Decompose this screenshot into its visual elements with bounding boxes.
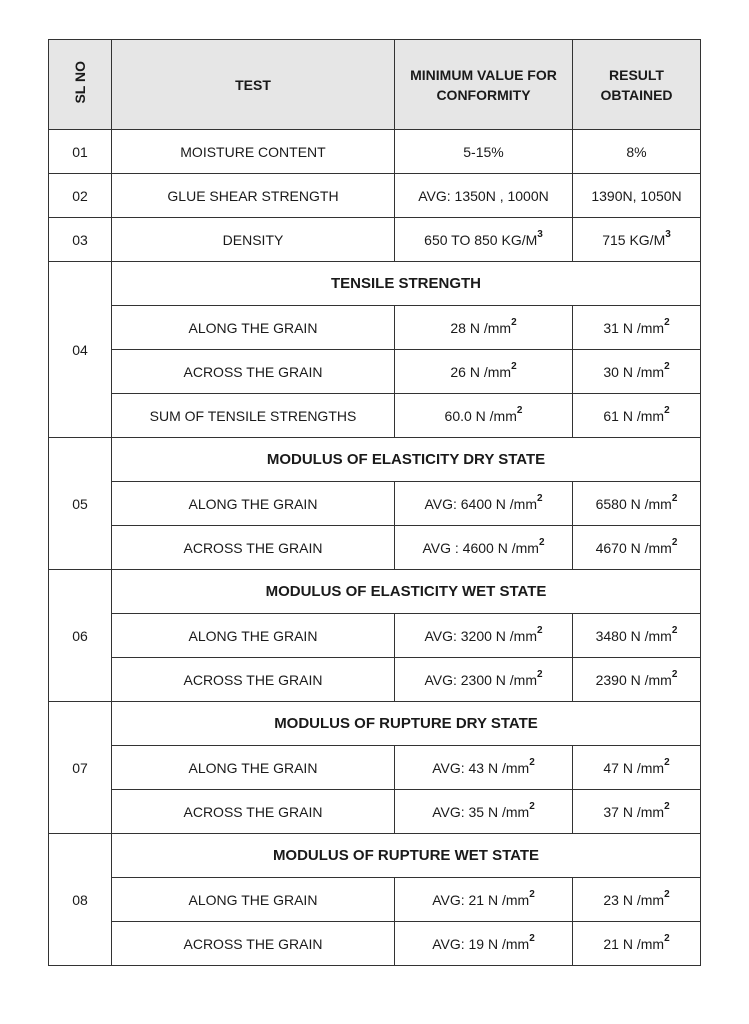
table-row xyxy=(49,922,701,966)
test-cell: MOISTURE CONTENT xyxy=(112,130,395,174)
result-cell: 4670 N $/mm^2$ xyxy=(573,526,701,570)
result-cell: 1390N, 1050N xyxy=(573,174,701,218)
group-title-cell: MODULUS OF RUPTURE DRY STATE xyxy=(112,702,701,746)
min-value-cell: AVG: 21 N $/mm^2$ xyxy=(395,878,573,922)
header-minimum-value: MINIMUM VALUE FOR CONFORMITY xyxy=(395,40,573,130)
result-cell: 3480 N $/mm^2$ xyxy=(573,614,701,658)
sl-no-cell: 04 xyxy=(49,262,112,438)
result-cell: 31 N $/mm^2$ xyxy=(573,306,701,350)
table-row xyxy=(49,482,701,526)
result-cell: 6580 N $/mm^2$ xyxy=(573,482,701,526)
result-cell: 8% xyxy=(573,130,701,174)
test-cell: GLUE SHEAR STRENGTH xyxy=(112,174,395,218)
group-title-row xyxy=(49,834,701,878)
group-title-cell: MODULUS OF ELASTICITY DRY STATE xyxy=(112,438,701,482)
result-cell: 21 N $/mm^2$ xyxy=(573,922,701,966)
test-cell: ACROSS THE GRAIN xyxy=(112,790,395,834)
table-row xyxy=(49,306,701,350)
min-value-cell: 5-15% xyxy=(395,130,573,174)
sl-no-cell: 03 xyxy=(49,218,112,262)
result-cell: 47 N $/mm^2$ xyxy=(573,746,701,790)
test-cell: ACROSS THE GRAIN xyxy=(112,526,395,570)
min-value-cell: AVG: 3200 N $/mm^2$ xyxy=(395,614,573,658)
sl-no-cell: 06 xyxy=(49,570,112,702)
table-row xyxy=(49,790,701,834)
test-cell: ALONG THE GRAIN xyxy=(112,746,395,790)
table-row xyxy=(49,350,701,394)
test-cell: ALONG THE GRAIN xyxy=(112,306,395,350)
table-row xyxy=(49,394,701,438)
group-title-row xyxy=(49,570,701,614)
sl-no-cell: 01 xyxy=(49,130,112,174)
test-cell: ALONG THE GRAIN xyxy=(112,878,395,922)
table-row xyxy=(49,878,701,922)
sl-no-cell: 07 xyxy=(49,702,112,834)
table-row xyxy=(49,130,701,174)
header-test: TEST xyxy=(112,40,395,130)
min-value-cell: 60.0 N $/mm^2$ xyxy=(395,394,573,438)
min-value-cell: AVG: 43 N $/mm^2$ xyxy=(395,746,573,790)
min-value-cell: AVG: 19 N $/mm^2$ xyxy=(395,922,573,966)
table-row xyxy=(49,218,701,262)
result-cell: 37 N $/mm^2$ xyxy=(573,790,701,834)
group-title-row xyxy=(49,262,701,306)
test-cell: DENSITY xyxy=(112,218,395,262)
sl-no-cell: 05 xyxy=(49,438,112,570)
test-results-table xyxy=(48,39,701,966)
header-result-obtained: RESULT OBTAINED xyxy=(573,40,701,130)
min-value-cell: 650 TO 850 $KG/M^3$ xyxy=(395,218,573,262)
result-cell: 30 N $/mm^2$ xyxy=(573,350,701,394)
table-row xyxy=(49,614,701,658)
group-title-row xyxy=(49,702,701,746)
min-value-cell: 26 N $/mm^2$ xyxy=(395,350,573,394)
test-cell: ACROSS THE GRAIN xyxy=(112,350,395,394)
test-cell: SUM OF TENSILE STRENGTHS xyxy=(112,394,395,438)
sl-no-cell: 02 xyxy=(49,174,112,218)
table-row xyxy=(49,658,701,702)
sl-no-cell: 08 xyxy=(49,834,112,966)
group-title-row xyxy=(49,438,701,482)
test-cell: ACROSS THE GRAIN xyxy=(112,658,395,702)
header-row xyxy=(49,40,701,130)
min-value-cell: AVG: 35 N $/mm^2$ xyxy=(395,790,573,834)
result-cell: 2390 N $/mm^2$ xyxy=(573,658,701,702)
min-value-cell: AVG: 6400 N $/mm^2$ xyxy=(395,482,573,526)
min-value-cell: AVG : 4600 N $/mm^2$ xyxy=(395,526,573,570)
table-row xyxy=(49,526,701,570)
min-value-cell: 28 N $/mm^2$ xyxy=(395,306,573,350)
result-cell: 715 $KG/M^3$ xyxy=(573,218,701,262)
table-row xyxy=(49,746,701,790)
header-sl-no: SL NO xyxy=(49,40,112,130)
result-cell: 23 N $/mm^2$ xyxy=(573,878,701,922)
test-cell: ALONG THE GRAIN xyxy=(112,614,395,658)
test-cell: ACROSS THE GRAIN xyxy=(112,922,395,966)
group-title-cell: MODULUS OF RUPTURE WET STATE xyxy=(112,834,701,878)
test-cell: ALONG THE GRAIN xyxy=(112,482,395,526)
min-value-cell: AVG: 2300 N $/mm^2$ xyxy=(395,658,573,702)
group-title-cell: TENSILE STRENGTH xyxy=(112,262,701,306)
group-title-cell: MODULUS OF ELASTICITY WET STATE xyxy=(112,570,701,614)
table-row xyxy=(49,174,701,218)
result-cell: 61 N $/mm^2$ xyxy=(573,394,701,438)
min-value-cell: AVG: 1350N , 1000N xyxy=(395,174,573,218)
